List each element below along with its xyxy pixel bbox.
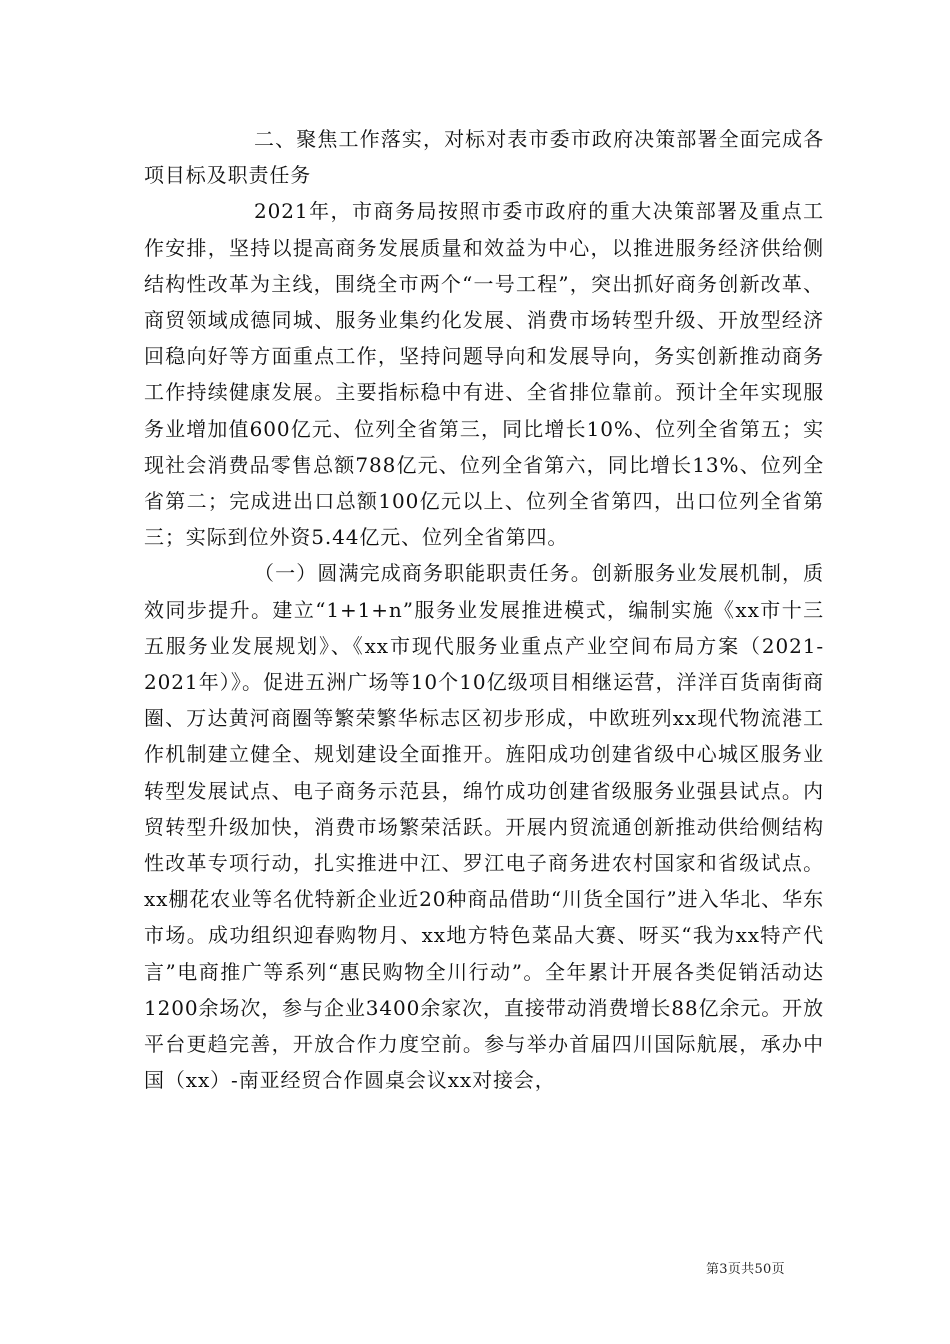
- section-heading: 二、聚焦工作落实，对标对表市委市政府决策部署全面完成各项目标及职责任务: [144, 127, 824, 188]
- document-body: [144, 121, 824, 1098]
- page-number: 第3页共50页: [706, 1262, 785, 1277]
- paragraph-overview: 2021年，市商务局按照市委市政府的重大决策部署及重点工作安排，坚持以提高商务发展质量和效益为中心，以推进服务经济供给侧结构性改革为主线，围绕全市两个“一号工程”，突出抓好商务创新改革、商贸领域成德同城、服务业集约化发展、消费市场转型升级、开放型经济回稳向好等方面重点工作，坚持问题导向和发展导向，务实创新推动商务工作持续健康发展。主要指标稳中有进、全省排位靠前。预计全年实现服务业增加值600亿元、位列全省第三，同比增长10%、位列全省第五；实现社会消费品零售总额788亿元、位列全省第六，同比增长13%、位列全省第二；完成进出口总额100亿元以上、位列全省第四，出口位列全省第三；实际到位外资5.44亿元、位列全省第四。: [144, 199, 824, 550]
- paragraph-section-one: （一）圆满完成商务职能职责任务。创新服务业发展机制，质效同步提升。建立“1+1+n”服务业发展推进模式，编制实施《xx市十三五服务业发展规划》、《xx市现代服务业重点产业空间布局方案（2021-2021年）》。促进五洲广场等10个10亿级项目相继运营，洋洋百货南街商圈、万达黄河商圈等繁荣繁华标志区初步形成，中欧班列xx现代物流港工作机制建立健全、规划建设全面推开。旌阳成功创建省级中心城区服务业转型发展试点、电子商务示范县，绵竹成功创建省级服务业强县试点。内贸转型升级加快，消费市场繁荣活跃。开展内贸流通创新推动供给侧结构性改革专项行动，扎实推进中江、罗江电子商务进农村国家和省级试点。xx棚花农业等名优特新企业近20种商品借助“川货全国行”进入华北、华东市场。成功组织迎春购物月、xx地方特色菜品大赛、呀买“我为xx特产代言”电商推广等系列“惠民购物全川行动”。全年累计开展各类促销活动达1200余场次，参与企业3400余家次，直接带动消费增长88亿余元。开放平台更趋完善，开放合作力度空前。参与举办首届四川国际航展，承办中国（xx）-南亚经贸合作圆桌会议xx对接会，: [144, 561, 824, 1093]
